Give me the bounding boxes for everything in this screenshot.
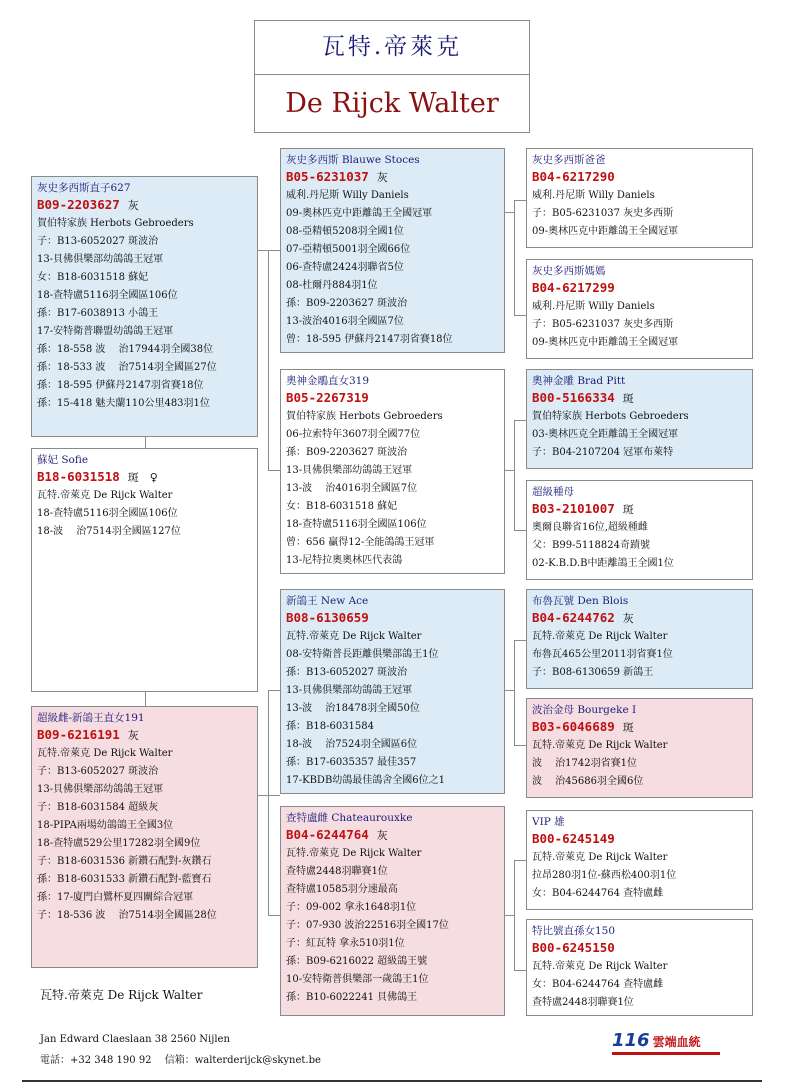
info-line: 13-貝佛俱樂部幼鴿鴿王冠軍: [286, 465, 413, 476]
phone-email: 電話：+32 348 190 92 信箱：walterderijck@skynet.be: [40, 1055, 321, 1066]
ring-number: B00-5166334 斑: [532, 390, 634, 405]
pigeon-card-dsd: [526, 698, 753, 798]
connector-line: [514, 200, 526, 201]
pigeon-name: 布魯瓦號 Den Blois: [532, 595, 629, 607]
info-line: 子：18-536 波 治7514羽全國區28位: [37, 910, 217, 921]
info-line: 孫：B09-2203627 斑波治: [286, 447, 408, 458]
info-line: 子：B05-6231037 灰史多西斯: [532, 208, 674, 219]
info-line: 17-KBDB幼鴿最佳鴿舍全國6位之1: [286, 775, 446, 786]
ring-number: B00-6245149: [532, 831, 615, 846]
connector-line: [504, 470, 514, 471]
pigeon-name: 波治金母 Bourgeke I: [532, 704, 637, 716]
pigeon-card-dam-dam: [280, 806, 505, 1016]
pigeon-name: 蘇妃 Sofie: [37, 454, 89, 466]
info-line: 女：B18-6031518 蘇妃: [286, 501, 398, 512]
info-line: 波 治1742羽省賽1位: [532, 758, 637, 769]
info-line: 孫：18-595 伊蘇丹2147羽省賽18位: [37, 380, 204, 391]
info-line: 瓦特.帝萊克 De Rijck Walter: [286, 631, 422, 642]
info-line: 07-亞精頓5001羽全國66位: [286, 244, 411, 255]
info-line: 子：09-002 拿永1648羽1位: [286, 902, 417, 913]
pigeon-card-ssd: [526, 259, 753, 359]
info-line: 孫：18-558 波 治17944羽全國38位: [37, 344, 214, 355]
info-line: 子：B13-6052027 斑波治: [37, 236, 159, 247]
connector-line: [257, 250, 281, 251]
pigeon-name: 奧神金雕 Brad Pitt: [532, 375, 626, 387]
info-line: 拉昂280羽1位-蘇西松400羽1位: [532, 870, 677, 881]
info-line: 查特盧2448羽聯賽1位: [532, 997, 634, 1008]
info-line: 父：B99-5118824奇蹟號: [532, 540, 650, 551]
color-label: 灰: [127, 199, 139, 212]
ring-number: B04-6244764 灰: [286, 827, 388, 842]
connector-line: [504, 690, 514, 691]
info-line: 13-波 治4016羽全國區7位: [286, 483, 418, 494]
ring-number: B09-6216191 灰: [37, 727, 139, 742]
info-line: 09-奧林匹克中距離鴿王全國冠軍: [532, 337, 679, 348]
pigeon-name: 特比號直孫女150: [532, 925, 616, 937]
pigeon-card-sds: [526, 369, 753, 469]
ring-number: B04-6217299: [532, 280, 615, 295]
info-line: 子：B18-6031536 新鑽石配對-灰鑽石: [37, 856, 212, 867]
logo-underline: [612, 1052, 720, 1055]
info-line: 女：B04-6244764 查特盧雌: [532, 888, 664, 899]
info-line: 孫：B13-6052027 斑波治: [286, 667, 408, 678]
info-line: 18-波 治7524羽全國區6位: [286, 739, 418, 750]
pigeon-name: 查特盧雌 Chateaurouxke: [286, 812, 413, 824]
ring-number: B00-6245150: [532, 940, 615, 955]
connector-line: [514, 420, 526, 421]
info-line: 查特盧10585羽分速最高: [286, 884, 398, 895]
owner-name-english: De Rijck Walter: [285, 88, 499, 119]
info-line: 瓦特.帝萊克 De Rijck Walter: [532, 740, 668, 751]
pigeon-name: 超級雌-新鴿王直女191: [37, 712, 145, 724]
ring-number: B04-6217290: [532, 169, 615, 184]
info-line: 孫：17-廈門白鷺杯夏四關綜合冠軍: [37, 892, 194, 903]
info-line: 瓦特.帝萊克 De Rijck Walter: [286, 848, 422, 859]
info-line: 02-K.B.D.B中距離鴿王全國1位: [532, 558, 674, 569]
owner-signature: 瓦特.帝萊克 De Rijck Walter: [40, 988, 203, 1002]
connector-line: [514, 530, 526, 531]
connector-line: [514, 860, 526, 861]
pigeon-name: 灰史多西斯 Blauwe Stoces: [286, 154, 420, 166]
pigeon-name: 奧神金鵰直女319: [286, 375, 370, 387]
info-line: 09-奧林匹克中距離鴿王全國冠軍: [286, 208, 433, 219]
info-line: 孫：15-418 魅夫蘭110公里483羽1位: [37, 398, 210, 409]
ring-number: B18-6031518 斑 ♀: [37, 469, 158, 484]
ring-number: B09-2203627 灰: [37, 197, 139, 212]
pigeon-name: 灰史多西斯爸爸: [532, 154, 606, 166]
info-line: 06-拉索特年3607羽全國77位: [286, 429, 421, 440]
info-line: 18-查特盧5116羽全國區106位: [286, 519, 427, 530]
ring-number: B05-6231037 灰: [286, 169, 388, 184]
connector-line: [268, 250, 269, 470]
info-line: 子：B18-6031584 超級灰: [37, 802, 159, 813]
color-label: 灰: [376, 829, 388, 842]
connector-line: [268, 690, 269, 915]
logo-text: 雲端血統: [652, 1035, 701, 1049]
info-line: 孫：B10-6022241 貝佛鴿王: [286, 992, 418, 1003]
info-line: 子：B05-6231037 灰史多西斯: [532, 319, 674, 330]
color-label: 斑 ♀: [127, 471, 158, 484]
info-line: 瓦特.帝萊克 De Rijck Walter: [37, 490, 173, 501]
info-line: 波 治45686羽全國6位: [532, 776, 644, 787]
logo-number: 116: [612, 1030, 650, 1051]
connector-line: [514, 420, 515, 530]
info-line: 曾：18-595 伊蘇丹2147羽省賽18位: [286, 334, 453, 345]
pigeon-name: VIP 雄: [532, 816, 565, 828]
pigeon-name: 超級種母: [532, 486, 574, 498]
pigeon-card-dss: [526, 589, 753, 689]
color-label: 灰: [622, 612, 634, 625]
info-line: 孫：B18-6031533 新鑽石配對-藍寶石: [37, 874, 212, 885]
info-line: 13-波 治18478羽全國50位: [286, 703, 420, 714]
pigeon-name: 灰史多西斯媽媽: [532, 265, 606, 277]
info-line: 子：B08-6130659 新鴿王: [532, 667, 654, 678]
info-line: 瓦特.帝萊克 De Rijck Walter: [532, 852, 668, 863]
info-line: 賀伯特家族 Herbots Gebroeders: [37, 218, 194, 229]
info-line: 子：07-930 波治22516羽全國17位: [286, 920, 449, 931]
connector-line: [268, 470, 280, 471]
connector-line: [514, 970, 526, 971]
info-line: 賀伯特家族 Herbots Gebroeders: [286, 411, 443, 422]
pigeon-name: 灰史多西斯直子627: [37, 182, 131, 194]
info-line: 孫：B09-2203627 斑波治: [286, 298, 408, 309]
color-label: 灰: [376, 171, 388, 184]
pigeon-name: 新鴿王 New Ace: [286, 595, 369, 607]
pigeon-card-sire-dam: [280, 369, 505, 574]
info-line: 13-貝佛俱樂部幼鴿鴿王冠軍: [286, 685, 413, 696]
info-line: 03-奧林匹克全距離鴿王全國冠軍: [532, 429, 679, 440]
info-line: 孫：B09-6216022 超級鴿王號: [286, 956, 428, 967]
connector-line: [514, 640, 526, 641]
info-line: 17-安特衛普聯盟幼鴿鴿王冠軍: [37, 326, 174, 337]
info-line: 瓦特.帝萊克 De Rijck Walter: [37, 748, 173, 759]
color-label: 斑: [622, 503, 634, 516]
info-line: 威利.丹尼斯 Willy Daniels: [532, 301, 655, 312]
connector-line: [514, 200, 515, 315]
info-line: 子：B04-2107204 冠軍布萊特: [532, 447, 674, 458]
ring-number: B08-6130659: [286, 610, 369, 625]
info-line: 瓦特.帝萊克 De Rijck Walter: [532, 961, 668, 972]
info-line: 女：B18-6031518 蘇妃: [37, 272, 149, 283]
info-line: 13-尼特拉奧奧林匹代表鴿: [286, 555, 403, 566]
pigeon-card-dds: [526, 810, 753, 910]
info-line: 查特盧2448羽聯賽1位: [286, 866, 388, 877]
pigeon-card-dam-sire: [280, 589, 505, 794]
info-line: 18-波 治7514羽全國區127位: [37, 526, 181, 537]
owner-name-chinese: 瓦特.帝萊克: [255, 21, 529, 75]
color-label: 斑: [622, 721, 634, 734]
info-line: 布魯瓦465公里2011羽省賽1位: [532, 649, 673, 660]
info-line: 曾：656 贏得12-全能鴿鴿王冠軍: [286, 537, 435, 548]
pigeon-card-sdd: [526, 480, 753, 580]
connector-line: [504, 212, 514, 213]
brand-logo: [612, 1030, 701, 1051]
info-line: 18-查特盧5116羽全國區106位: [37, 508, 178, 519]
connector-line: [514, 745, 526, 746]
info-line: 18-PIPA兩場幼鴿鴿王全國3位: [37, 820, 174, 831]
ring-number: B03-2101007 斑: [532, 501, 634, 516]
address: Jan Edward Claeslaan 38 2560 Nijlen: [40, 1034, 230, 1045]
pigeon-card-ddd: [526, 919, 753, 1016]
pigeon-card-sss: [526, 148, 753, 248]
connector-line: [504, 915, 514, 916]
info-line: 孫：B18-6031584: [286, 721, 374, 732]
pigeon-card-sire-sire: [280, 148, 505, 353]
info-line: 瓦特.帝萊克 De Rijck Walter: [532, 631, 668, 642]
info-line: 威利.丹尼斯 Willy Daniels: [532, 190, 655, 201]
info-line: 威利.丹尼斯 Willy Daniels: [286, 190, 409, 201]
ring-number: B03-6046689 斑: [532, 719, 634, 734]
connector-line: [268, 690, 280, 691]
bottom-divider: [22, 1080, 762, 1082]
info-line: 18-查特盧5116羽全國區106位: [37, 290, 178, 301]
color-label: 斑: [622, 392, 634, 405]
info-line: 08-亞精頓5208羽全國1位: [286, 226, 404, 237]
info-line: 賀伯特家族 Herbots Gebroeders: [532, 411, 689, 422]
info-line: 13-波治4016羽全國區7位: [286, 316, 404, 327]
info-line: 女：B04-6244764 查特盧雌: [532, 979, 664, 990]
pigeon-card-sire: [31, 176, 258, 437]
info-line: 08-杜爾丹884羽1位: [286, 280, 378, 291]
connector-line: [268, 915, 280, 916]
info-line: 18-查特盧529公里17282羽全國9位: [37, 838, 201, 849]
connector-line: [514, 860, 515, 970]
info-line: 子：B13-6052027 斑波治: [37, 766, 159, 777]
info-line: 13-貝佛俱樂部幼鴿鴿王冠軍: [37, 784, 164, 795]
connector-line: [514, 640, 515, 745]
title-box: [254, 20, 530, 133]
ring-number: B04-6244762 灰: [532, 610, 634, 625]
info-line: 09-奧林匹克中距離鴿王全國冠軍: [532, 226, 679, 237]
color-label: 灰: [127, 729, 139, 742]
info-line: 奧爾良聯省16位,超級種雌: [532, 522, 648, 533]
pigeon-card-dam: [31, 706, 258, 968]
info-line: 孫：B17-6038913 小鴿王: [37, 308, 159, 319]
connector-line: [145, 691, 146, 706]
info-line: 子：紅瓦特 拿永510羽1位: [286, 938, 405, 949]
info-line: 06-查特盧2424羽聯省5位: [286, 262, 404, 273]
info-line: 10-安特衛普俱樂部一歲鴿王1位: [286, 974, 429, 985]
info-line: 孫：B17-6035357 最佳357: [286, 757, 417, 768]
pigeon-card-subject: [31, 448, 258, 692]
ring-number: B05-2267319: [286, 390, 369, 405]
info-line: 13-貝佛俱樂部幼鴿鴿王冠軍: [37, 254, 164, 265]
connector-line: [514, 315, 526, 316]
info-line: 孫：18-533 波 治7514羽全國區27位: [37, 362, 217, 373]
info-line: 08-安特衛普長距離俱樂部鴿王1位: [286, 649, 439, 660]
